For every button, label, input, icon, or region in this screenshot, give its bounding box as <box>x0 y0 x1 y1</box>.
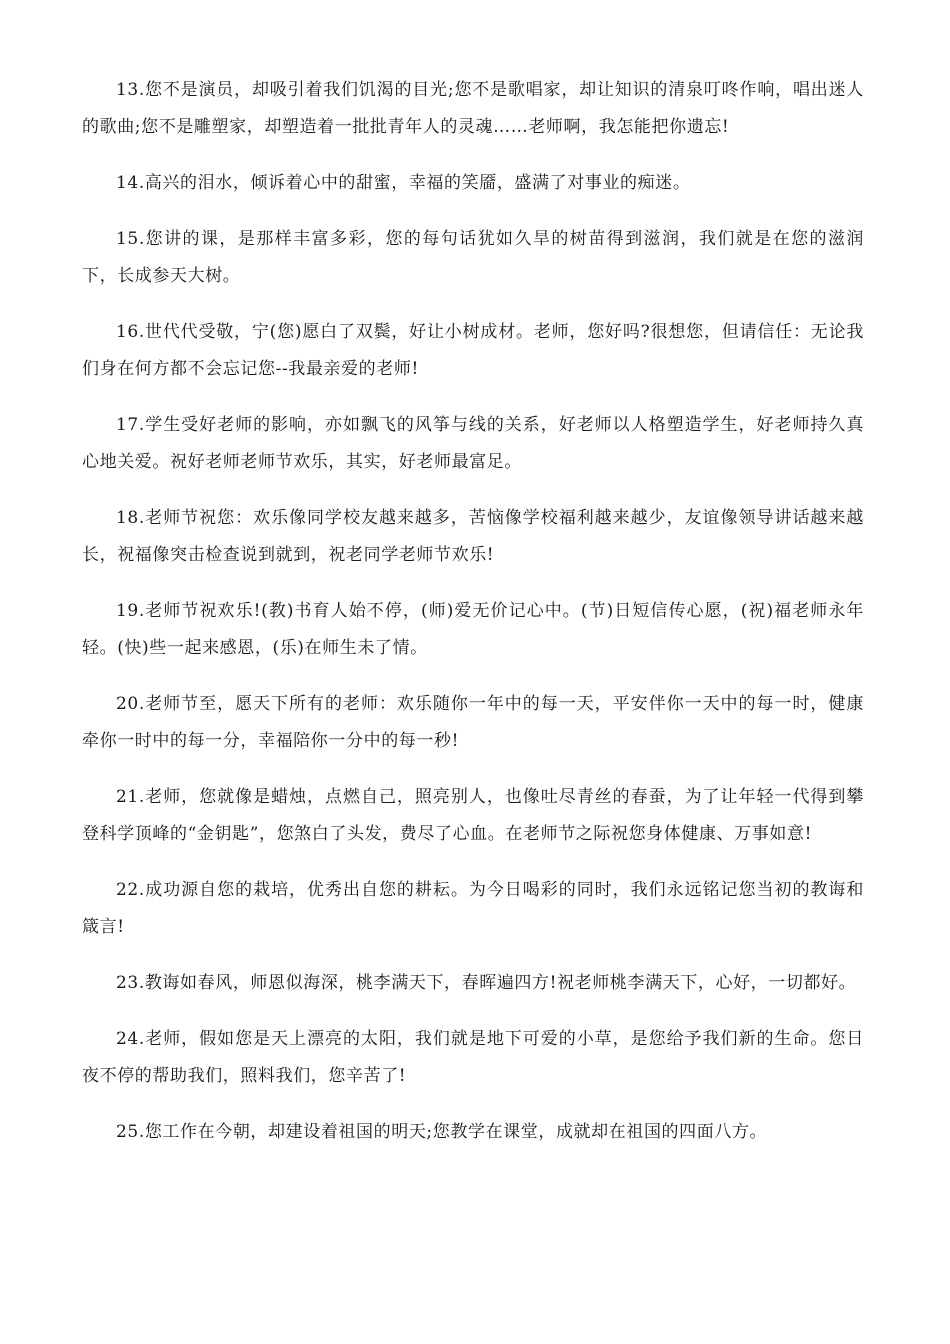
paragraph-20: 20.老师节至，愿天下所有的老师：欢乐随你一年中的每一天，平安伴你一天中的每一时，健康牵你一时中的每一分，幸福陪你一分中的每一秒! <box>82 694 864 751</box>
paragraph-13: 13.您不是演员，却吸引着我们饥渴的目光;您不是歌唱家，却让知识的清泉叮咚作响，唱出迷人的歌曲;您不是雕塑家，却塑造着一批批青年人的灵魂……老师啊，我怎能把你遗忘! <box>82 80 864 137</box>
paragraph-19: 19.老师节祝欢乐!(教)书育人始不停，(师)爱无价记心中。(节)日短信传心愿，(祝)福老师永年轻。(快)些一起来感恩，(乐)在师生未了情。 <box>82 601 864 658</box>
paragraph-18: 18.老师节祝您：欢乐像同学校友越来越多，苦恼像学校福利越来越少，友谊像领导讲话越来越长，祝福像突击检查说到就到，祝老同学老师节欢乐! <box>82 508 864 565</box>
paragraph-15: 15.您讲的课，是那样丰富多彩，您的每句话犹如久旱的树苗得到滋润，我们就是在您的滋润下，长成参天大树。 <box>82 229 864 286</box>
paragraph-16: 16.世代代受敬，宁(您)愿白了双鬓，好让小树成材。老师，您好吗?很想您，但请信任：无论我们身在何方都不会忘记您--我最亲爱的老师! <box>82 322 864 379</box>
paragraph-17: 17.学生受好老师的影响，亦如飘飞的风筝与线的关系，好老师以人格塑造学生，好老师持久真心地关爱。祝好老师老师节欢乐，其实，好老师最富足。 <box>82 415 864 472</box>
paragraph-21: 21.老师，您就像是蜡烛，点燃自己，照亮别人，也像吐尽青丝的春蚕，为了让年轻一代得到攀登科学顶峰的“金钥匙”，您煞白了头发，费尽了心血。在老师节之际祝您身体健康、万事如意! <box>82 787 864 844</box>
paragraph-25: 25.您工作在今朝，却建设着祖国的明天;您教学在课堂，成就却在祖国的四面八方。 <box>116 1122 768 1142</box>
paragraph-22: 22.成功源自您的栽培，优秀出自您的耕耘。为今日喝彩的同时，我们永远铭记您当初的教诲和箴言! <box>82 880 864 937</box>
paragraph-23: 23.教诲如春风，师恩似海深，桃李满天下，春晖遍四方!祝老师桃李满天下，心好，一切都好。 <box>116 973 857 993</box>
paragraph-24: 24.老师，假如您是天上漂亮的太阳，我们就是地下可爱的小草，是您给予我们新的生命。您日夜不停的帮助我们，照料我们，您辛苦了! <box>82 1029 864 1086</box>
paragraph-14: 14.高兴的泪水，倾诉着心中的甜蜜，幸福的笑靥，盛满了对事业的痴迷。 <box>116 173 691 193</box>
